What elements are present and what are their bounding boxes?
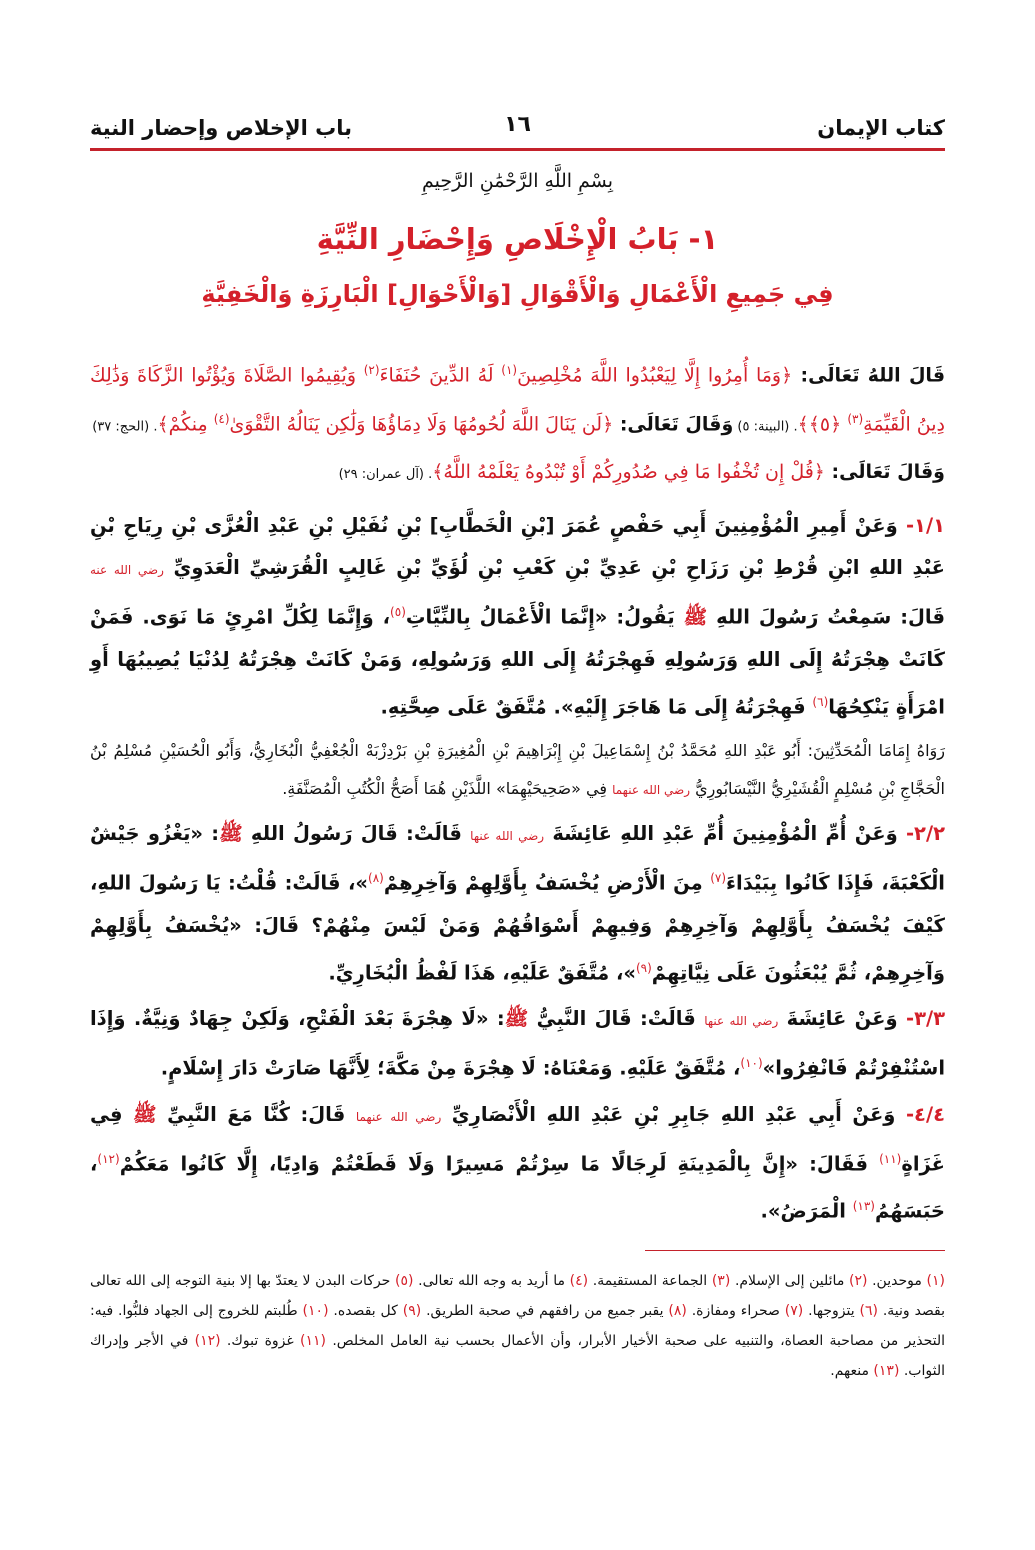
text-segment: ٢/٢- (897, 822, 945, 845)
text-segment: ﷺ (219, 822, 243, 845)
text-segment: وَعَنْ أَمِيرِ الْمُؤْمِنِينَ أَبِي حَفْصٍ عُمَرَ [بْنِ الْخَطَّابِ] بْنِ نُفَيْلِ بْنِ عَبْدِ الْعُزَّى بْنِ رِيَاحِ بْنِ عَبْدِ اللهِ ابْنِ قُرْطِ بْنِ رَزَاحِ بْنِ عَدِيِّ بْنِ كَعْبِ بْنِ لُؤَيِّ بْنِ غَالِبٍ الْقُرَشِيِّ الْعَدَوِيِّ (90, 514, 945, 579)
running-header (90, 112, 945, 151)
text-segment: . (البينة: ٥) (733, 419, 798, 435)
chapter-heading: ١- بَابُ الْإِخْلَاصِ وَإِحْضَارِ النِّيَّةِ (316, 222, 719, 256)
text-segment: ﷺ (683, 605, 708, 629)
basmala: بِسْمِ اللَّهِ الرَّحْمَٰنِ الرَّحِيمِ (422, 170, 613, 192)
text-segment: رَوَاهُ إِمَامَا الْمُحَدِّثِينَ: أَبُو عَبْدِ اللهِ مُحَمَّدُ بْنُ إِسْمَاعِيلَ بْنِ إِبْرَاهِيمَ بْنِ الْمُغِيرَةِ بْنِ بَرْدِزْبَهْ الْجُعْفِيُّ الْبُخَارِيُّ، وَأَبُو الْحُسَيْنِ مُسْلِمُ بْنُ الْحَجَّاجِ بْنِ مُسْلِمٍ الْقُشَيْرِيُّ النَّيْسَابُورِيُّ (90, 741, 945, 798)
footnote-marker: (٦) (812, 694, 829, 709)
footnote-text: غزوة تبوك. (226, 1333, 294, 1349)
hadith-paragraph (90, 1094, 945, 1233)
text-segment: وَعَنْ عَائِشَةَ (778, 1007, 898, 1030)
book-title: كتاب الإيمان (817, 116, 945, 140)
footnote-number: (١٢) (194, 1333, 221, 1349)
text-segment: ، حَبَسَهُمُ (90, 1152, 945, 1223)
text-segment: ٣/٣- (897, 1007, 946, 1030)
footnote-number: (١١) (300, 1333, 327, 1349)
footnote-text: في الأجر وإدراك الثواب. (90, 1333, 945, 1379)
text-segment: وَقَالَ تَعَالَى: (613, 413, 734, 436)
hadith-paragraph (90, 998, 945, 1090)
footnote-text: ما أريد به وجه الله تعالى. (418, 1273, 565, 1289)
footnote-marker: (١) (501, 363, 518, 377)
footnote-number: (٥) (395, 1273, 414, 1289)
chapter-subheading: فِي جَمِيعِ الْأَعْمَالِ وَالْأَقْوَالِ [وَالْأَحْوَالِ] الْبَارِزَةِ وَالْخَفِيَّةِ (201, 280, 834, 308)
text-segment: قَالَ اللهُ تَعَالَى: (792, 364, 946, 387)
honorific: رضي الله عنه (90, 563, 164, 577)
footnote-number: (٩) (402, 1303, 422, 1319)
footnote-marker: (١١) (879, 1151, 902, 1166)
hadith-paragraph (90, 813, 945, 994)
hadith-paragraph (90, 505, 945, 728)
footnote-number: (٦) (859, 1303, 878, 1319)
honorific: رضي الله عنهما (355, 1109, 442, 1124)
text-segment: »، مُتَّفَقٌ عَلَيْهِ، هَذَا لَفْظُ الْبُخَارِيِّ. (328, 961, 636, 984)
footnote-marker: (٧) (710, 871, 727, 885)
verse-paragraph (90, 348, 945, 450)
footnote-text: منعهم. (830, 1363, 869, 1379)
footnote-number: (١) (926, 1273, 945, 1289)
quran-text: لَهُ الدِّينَ حُنَفَاءَ (379, 364, 502, 387)
footnote-text: حركات البدن لا يعتدّ بها إلا بنية التوجه إلى الله تعالى بقصد ونية. (90, 1273, 946, 1319)
quran-text: ﴿لَن يَنَالَ اللَّهَ لُحُومُهَا وَلَا دِمَاؤُهَا وَلَٰكِن يَنَالُهُ التَّقْوَىٰ (229, 413, 614, 436)
footnote-number: (٤) (569, 1273, 589, 1289)
footnote-text: صحراء ومفازة. (691, 1303, 780, 1319)
text-segment: مِنَ الْأَرْضِ يُخْسَفُ بِأَوَّلِهِمْ وَآخِرِهِمْ (383, 871, 711, 895)
page-number: ١٦ (504, 112, 531, 137)
text-segment: ، وَإِنَّمَا لِكُلِّ امْرِئٍ مَا نَوَى. فَمَنْ كَانَتْ هِجْرَتُهُ إِلَى اللهِ وَرَسُولِهِ فَهِجْرَتُهُ إِلَى اللهِ وَرَسُولِهِ، وَمَنْ كَانَتْ هِجْرَتُهُ لِدُنْيَا يُصِيبُهَا أَوِ امْرَأَةٍ يَنْكِحُهَا (90, 605, 945, 718)
text-segment: . (الحج: ٣٧) (92, 419, 158, 435)
footnote-text: الجماعة المستقيمة. (592, 1273, 708, 1289)
chapter-title: باب الإخلاص وإحضار النية (90, 116, 352, 140)
footnote-number: (١٠) (302, 1303, 329, 1319)
quran-text: ﴿وَمَا أُمِرُوا إِلَّا لِيَعْبُدُوا اللَّهَ مُخْلِصِينَ (517, 364, 793, 387)
text-segment: قَالَتْ: قَالَ النَّبِيُّ (528, 1007, 705, 1030)
text-segment: ﷺ (504, 1007, 529, 1030)
text-segment: يَقُولُ: «إِنَّمَا الْأَعْمَالُ بِالنِّيَّاتِ (405, 605, 684, 629)
hadith-paragraph (90, 732, 945, 809)
text-segment: وَعَنْ أُمِّ الْمُؤْمِنِينَ أُمِّ عَبْدِ اللهِ عَائِشَةَ (544, 822, 898, 845)
text-segment: ٤/٤- (895, 1102, 945, 1126)
text-segment: ، مُتَّفَقٌ عَلَيْهِ. وَمَعْنَاهُ: لَا هِجْرَةَ مِنْ مَكَّةَ؛ لِأَنَّهَا صَارَتْ دَارَ إِسْلَامٍ. (160, 1056, 741, 1080)
footnote-number: (٨) (668, 1303, 687, 1319)
footnote-number: (٢) (848, 1273, 868, 1289)
footnote-marker: (٣) (847, 412, 864, 427)
footnote-text: يقبر جميع من رافقهم في صحبة الطريق. (426, 1303, 664, 1319)
text-segment: الْمَرَضُ». (760, 1199, 853, 1223)
text-segment: »، قَالَتْ: قُلْتُ: يَا رَسُولَ اللهِ، كَيْفَ يُخْسَفُ بِأَوَّلِهِمْ وَآخِرِهِمْ وَفِيهِمْ أَسْوَاقُهُمْ وَمَنْ لَيْسَ مِنْهُمْ؟ قَالَ: «يُخْسَفُ بِأَوَّلِهِمْ وَآخِرِهِمْ، ثُمَّ يُبْعَثُونَ عَلَى نِيَّاتِهِمْ (90, 871, 945, 984)
quran-text: ﴿٥﴾﴾ (797, 413, 848, 436)
footnote-number: (٧) (784, 1303, 804, 1319)
text-segment: فِي «صَحِيحَيْهِمَا» اللَّذَيْنِ هُمَا أَصَحُّ الْكُتُبِ الْمُصَنَّفَةِ. (282, 779, 613, 798)
text-segment: ﷺ (133, 1102, 157, 1126)
honorific: رضي الله عنها (470, 829, 545, 843)
footnote-text: موحدين. (872, 1273, 922, 1289)
footnote-text: طُلبتم للخروج إلى الجهاد فلبُّوا. فيه: التحذير من مصاحبة العصاة، والتنبيه على صحبة الأخيار الأبرار، وأن الأعمال بحسب نية العامل المخلص. (90, 1303, 946, 1349)
quran-text: وَيُقِيمُوا الصَّلَاةَ وَيُؤْتُوا الزَّكَاةَ وَذَٰلِكَ دِينُ الْقَيِّمَةِ (90, 364, 945, 436)
quran-text: ﴿قُلْ إِن تُخْفُوا مَا فِي صُدُورِكُمْ أَوْ تُبْدُوهُ يَعْلَمْهُ اللَّهُ﴾ (432, 460, 825, 483)
footnote-marker: (٤) (213, 412, 230, 427)
text-segment: قَالَ: كُنَّا مَعَ النَّبِيِّ (156, 1102, 356, 1126)
footnote-marker: (١٣) (852, 1199, 875, 1213)
footnote-number: (٣) (711, 1273, 731, 1289)
footnote-marker: (٩) (635, 960, 652, 975)
footnote-text: مائلين إلى الإسلام. (734, 1273, 845, 1289)
text-segment: : «لَا هِجْرَةَ بَعْدَ الْفَتْحِ، وَلَكِنْ جِهَادٌ وَنِيَّةٌ. وَإِذَا اسْتُنْفِرْتُمْ فَانْفِرُوا» (90, 1007, 945, 1080)
footnote-marker: (١٢) (97, 1151, 120, 1166)
quran-verses (90, 348, 945, 497)
text-segment: فَهِجْرَتُهُ إِلَى مَا هَاجَرَ إِلَيْهِ». مُتَّفَقٌ عَلَى صِحَّتِهِ. (380, 695, 813, 718)
verse-paragraph (90, 450, 945, 497)
text-segment: فَقَالَ: «إِنَّ بِالْمَدِينَةِ لَرِجَالًا مَا سِرْتُمْ مَسِيرًا وَلَا قَطَعْتُمْ وَادِيًا، إِلَّا كَانُوا مَعَكُمْ (119, 1152, 880, 1175)
footnote-marker: (١٠) (740, 1056, 763, 1070)
text-segment: : «يَغْزُو جَيْشٌ الْكَعْبَةَ، فَإِذَا كَانُوا بِبَيْدَاءَ (90, 822, 945, 895)
footnote-text: يتزوجها. (808, 1303, 855, 1319)
text-segment: فِي غَزَاةٍ (90, 1102, 945, 1175)
text-segment: وَعَنْ أَبِي عَبْدِ اللهِ جَابِرِ بْنِ عَبْدِ اللهِ الْأَنْصَارِيِّ (441, 1102, 896, 1126)
footnote-marker: (٢) (363, 363, 380, 377)
footnote-text: كل بقصده. (333, 1303, 398, 1319)
footnote-marker: (٨) (368, 871, 384, 885)
hadith-body (90, 505, 945, 1237)
quran-text: مِنكُمْ﴾ (157, 413, 214, 436)
honorific: رضي الله عنهما (612, 783, 690, 797)
text-segment: قَالَ: سَمِعْتُ رَسُولَ اللهِ (707, 605, 945, 629)
footnote-divider (645, 1250, 945, 1251)
footnotes (90, 1266, 945, 1386)
text-segment: وَقَالَ تَعَالَى: (824, 460, 945, 483)
text-segment: ١/١- (897, 514, 945, 537)
footnote-number: (١٣) (873, 1363, 900, 1379)
text-segment: قَالَتْ: قَالَ رَسُولُ اللهِ (242, 822, 471, 845)
honorific: رضي الله عنها (704, 1014, 779, 1028)
text-segment: . (آل عمران: ٢٩) (338, 466, 433, 482)
footnote-marker: (٥) (390, 605, 406, 619)
